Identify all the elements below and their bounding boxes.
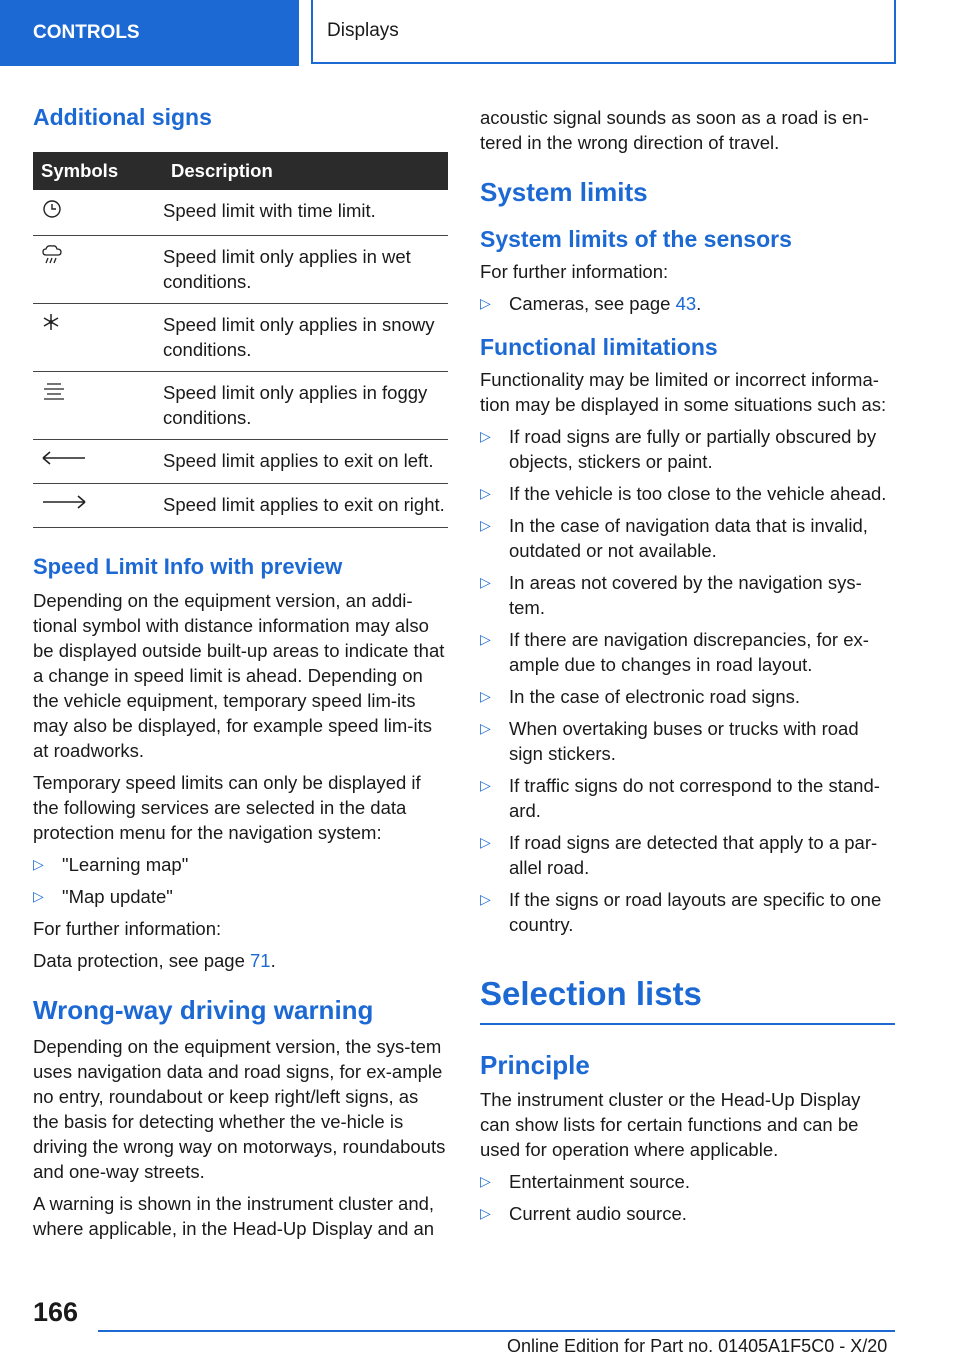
- list-item: [33, 852, 448, 877]
- list-item: ▷ Cameras, see page 43.: [480, 293, 702, 314]
- row-description: Speed limit only applies in foggy conditions.: [163, 372, 448, 440]
- triangle-bullet-icon: ▷: [480, 688, 491, 704]
- footer-rule: [98, 1330, 895, 1332]
- clock-icon: [41, 198, 63, 220]
- data-protection-ref: Data protection, see page 71.: [33, 950, 276, 971]
- page-number: 166: [33, 1297, 79, 1327]
- list-item: [480, 1201, 895, 1226]
- list-item: [480, 481, 895, 506]
- triangle-bullet-icon: ▷: [480, 517, 491, 533]
- list-item: [480, 570, 895, 620]
- triangle-bullet-icon: ▷: [480, 720, 491, 736]
- list-item: [480, 887, 895, 937]
- table-row: [33, 440, 448, 484]
- additional-signs-heading: Additional signs: [33, 104, 212, 130]
- row-description: Speed limit applies to exit on right.: [163, 484, 448, 528]
- preview-paragraph-1: Depending on the equipment version, an addi-tional symbol with distance information may also be displayed outside built-up areas to indicate that a change in speed limit is ahead. Depending on the vehicle equipment, temporary speed lim-its may also be displayed, for example speed lim-its at roadworks.: [33, 590, 445, 761]
- list-item: [480, 684, 895, 709]
- sensors-heading: System limits of the sensors: [480, 226, 792, 252]
- data-protection-text: Data protection, see page: [33, 950, 251, 971]
- principle-paragraph: The instrument cluster or the Head-Up Display can show lists for certain functions and can be used for operation where applicable.: [480, 1089, 861, 1160]
- list-item-text: When overtaking buses or trucks with road sign stickers.: [509, 718, 859, 764]
- list-item: [480, 716, 895, 766]
- principle-heading: Principle: [480, 1050, 590, 1080]
- list-item-text: "Learning map": [62, 854, 189, 875]
- table-row: [33, 190, 448, 236]
- list-item: [480, 513, 895, 563]
- table-header-symbols: Symbols: [33, 152, 163, 190]
- list-item-text: In areas not covered by the navigation sys-tem.: [509, 572, 862, 618]
- list-item-text: Current audio source.: [509, 1203, 687, 1224]
- list-item-text: In the case of navigation data that is invalid, outdated or not available.: [509, 515, 868, 561]
- triangle-bullet-icon: ▷: [480, 631, 491, 647]
- left-column: [33, 104, 448, 1241]
- table-header-description: Description: [163, 152, 448, 190]
- list-item: [480, 627, 895, 677]
- right-column: [480, 105, 895, 1226]
- snowflake-icon: [41, 312, 61, 332]
- chapter-tab: [311, 0, 896, 64]
- table-header-row: [33, 152, 448, 190]
- further-info-label: For further information:: [480, 261, 669, 282]
- triangle-bullet-icon: ▷: [480, 574, 491, 590]
- list-item: [480, 424, 895, 474]
- system-limits-heading: System limits: [480, 177, 648, 207]
- list-item-text: If there are navigation discrepancies, for ex-ample due to changes in road layout.: [509, 629, 869, 675]
- triangle-bullet-icon: ▷: [480, 777, 491, 793]
- wrongway-heading: Wrong-way driving warning: [33, 995, 374, 1025]
- arrow-left-icon: [41, 448, 87, 468]
- list-item: [480, 1169, 895, 1194]
- list-item-text: If traffic signs do not correspond to the stand-ard.: [509, 775, 880, 821]
- row-description: Speed limit applies to exit on left.: [163, 440, 448, 484]
- triangle-bullet-icon: ▷: [480, 428, 491, 444]
- table-row: [33, 236, 448, 304]
- functional-heading: Functional limitations: [480, 334, 718, 360]
- preview-paragraph-2: Temporary speed limits can only be displayed if the following services are selected in the data protection menu for the navigation system:: [33, 772, 421, 843]
- section-tab[interactable]: [0, 0, 299, 66]
- triangle-bullet-icon: ▷: [480, 1205, 491, 1221]
- list-item: [480, 773, 895, 823]
- list-item-text: In the case of electronic road signs.: [509, 686, 801, 707]
- list-item-text: If the vehicle is too close to the vehicle ahead.: [509, 483, 887, 504]
- list-item: [480, 830, 895, 880]
- arrow-right-icon: [41, 492, 87, 512]
- functional-list: [480, 424, 895, 937]
- triangle-bullet-icon: ▷: [33, 856, 44, 872]
- list-item-text: If road signs are detected that apply to a par-allel road.: [509, 832, 878, 878]
- wrongway-paragraph-1: Depending on the equipment version, the sys-tem uses navigation data and road signs, for ex-ample no entry, roundabout or keep right/left signs, as the basis for detecting whether the ve-hicle is driving the wrong way on motorways, roundabouts and one-way streets.: [33, 1036, 446, 1182]
- list-item-text: "Map update": [62, 886, 173, 907]
- triangle-bullet-icon: ▷: [480, 891, 491, 907]
- list-item-text: If road signs are fully or partially obscured by objects, stickers or paint.: [509, 426, 877, 472]
- triangle-bullet-icon: ▷: [480, 485, 491, 501]
- continued-paragraph: acoustic signal sounds as soon as a road is en-tered in the wrong direction of travel.: [480, 107, 869, 153]
- table-row: [33, 372, 448, 440]
- triangle-bullet-icon: ▷: [480, 834, 491, 850]
- fog-icon: [41, 380, 67, 402]
- heading-rule: [480, 1023, 895, 1025]
- wrongway-paragraph-2: A warning is shown in the instrument cluster and, where applicable, in the Head-Up Display and an: [33, 1193, 435, 1239]
- triangle-bullet-icon: ▷: [480, 1173, 491, 1189]
- symbols-table: [33, 152, 448, 528]
- list-item-text: Entertainment source.: [509, 1171, 690, 1192]
- chapter-title: Displays: [327, 20, 399, 41]
- page-link-71[interactable]: 71: [250, 950, 271, 971]
- row-description: Speed limit with time limit.: [163, 190, 448, 236]
- rain-cloud-icon: [41, 244, 65, 266]
- section-title: CONTROLS: [33, 22, 140, 43]
- list-item-text: Cameras, see page: [509, 293, 676, 314]
- further-info-label: For further information:: [33, 918, 222, 939]
- functional-paragraph: Functionality may be limited or incorrect informa-tion may be displayed in some situations such as:: [480, 369, 887, 415]
- preview-heading: Speed Limit Info with preview: [33, 554, 343, 579]
- triangle-bullet-icon: ▷: [33, 888, 44, 904]
- table-row: [33, 484, 448, 528]
- list-item-text: If the signs or road layouts are specific to one country.: [509, 889, 882, 935]
- page-link-43[interactable]: 43: [675, 293, 697, 314]
- table-row: [33, 304, 448, 372]
- edition-text: Online Edition for Part no. 01405A1F5C0 - X/20: [507, 1336, 888, 1356]
- row-description: Speed limit only applies in snowy conditions.: [163, 304, 448, 372]
- triangle-bullet-icon: ▷: [480, 295, 491, 311]
- list-item: [33, 884, 448, 909]
- row-description: Speed limit only applies in wet conditions.: [163, 236, 448, 304]
- selection-lists-heading: Selection lists: [480, 975, 702, 1012]
